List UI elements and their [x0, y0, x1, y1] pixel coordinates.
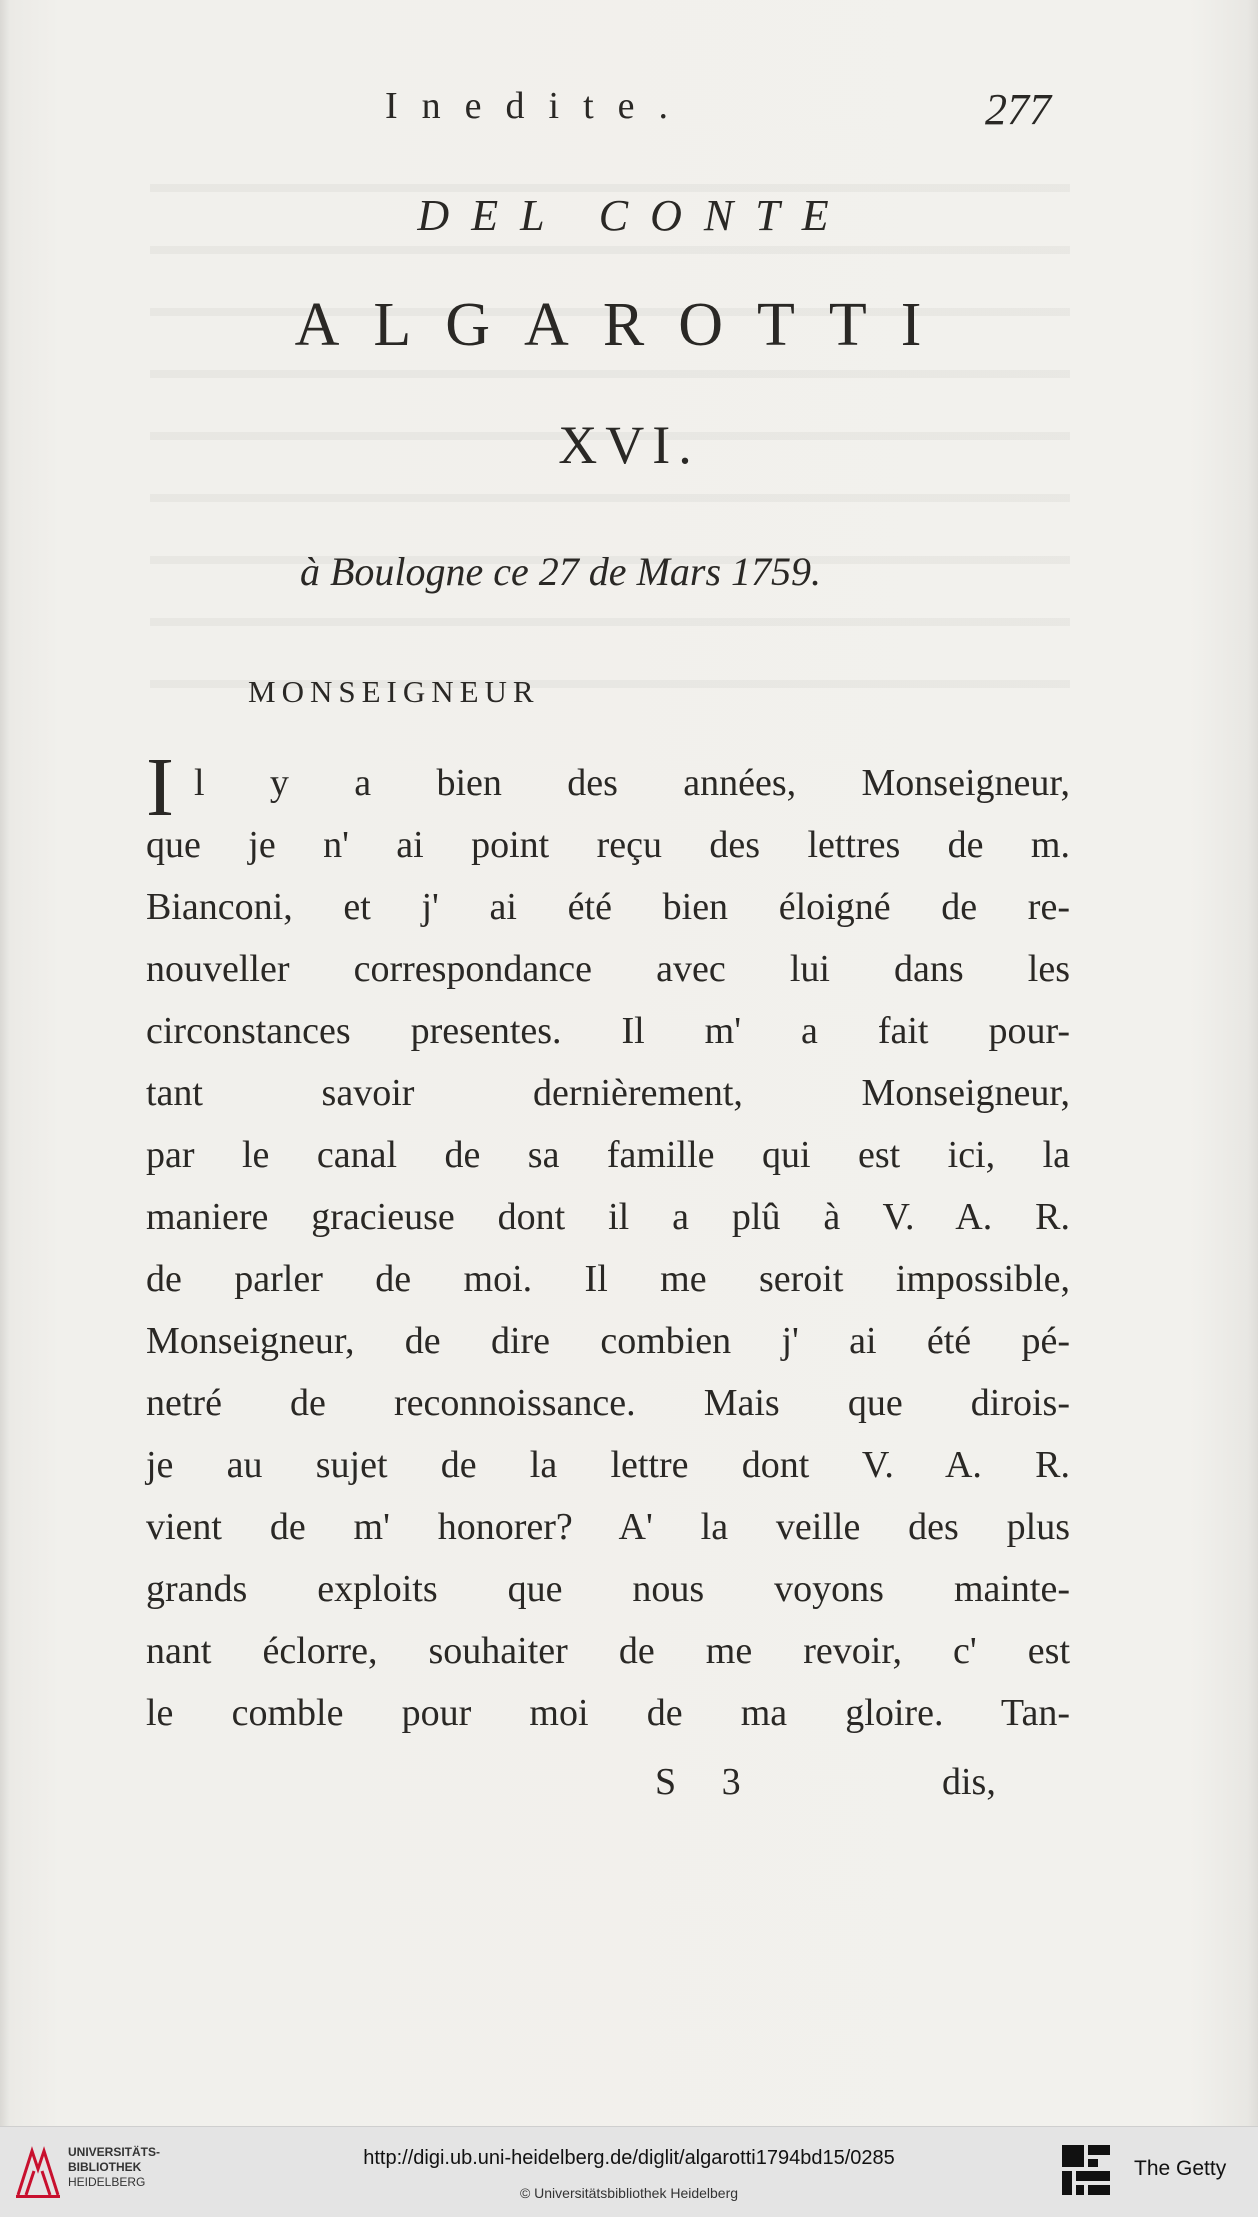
heading-author: ALGAROTTI: [294, 291, 956, 359]
copyright-notice: © Universitätsbibliothek Heidelberg: [519, 2185, 739, 2201]
text-line: nouveller correspondance avec lui dans les: [146, 948, 1070, 990]
text-line: l y a bien des années, Monseigneur,: [194, 762, 1070, 804]
text-line: Bianconi, et j' ai été bien éloigné de re-: [146, 886, 1070, 928]
text-line: nant éclorre, souhaiter de me revoir, c' est: [146, 1630, 1070, 1672]
letter-body: [146, 752, 1070, 1744]
running-head: Inedite.: [385, 85, 693, 127]
dateline: à Boulogne ce 27 de Mars 1759.: [300, 549, 822, 594]
permalink-url[interactable]: http://digi.ub.uni-heidelberg.de/diglit/algarotti1794bd15/0285: [363, 2147, 895, 2169]
library-name-line: HEIDELBERG: [68, 2175, 146, 2189]
signature-mark: S 3: [655, 1761, 759, 1803]
text-line: Monseigneur, de dire combien j' ai été pé-: [146, 1320, 1070, 1362]
text-line: tant savoir dernièrement, Monseigneur,: [146, 1072, 1070, 1114]
text-line: maniere gracieuse dont il a plû à V. A. R.: [146, 1196, 1070, 1238]
drop-cap: I: [146, 741, 174, 834]
text-line: le comble pour moi de ma gloire. Tan-: [146, 1692, 1070, 1734]
text-line: je au sujet de la lettre dont V. A. R.: [146, 1444, 1070, 1486]
text-line: grands exploits que nous voyons mainte-: [146, 1568, 1070, 1610]
letter-number: XVI.: [558, 415, 700, 475]
text-line: par le canal de sa famille qui est ici, la: [146, 1134, 1070, 1176]
salutation: MONSEIGNEUR: [248, 674, 540, 709]
partner-name: The Getty: [1134, 2157, 1227, 2180]
page-number: 277: [985, 85, 1051, 134]
getty-logo-icon: [1060, 2143, 1114, 2199]
viewer-footer: [0, 2126, 1258, 2217]
text-line: netré de reconnoissance. Mais que dirois-: [146, 1382, 1070, 1424]
catchword: dis,: [942, 1761, 996, 1803]
library-name-line: BIBLIOTHEK: [68, 2160, 142, 2174]
text-line: vient de m' honorer? A' la veille des plus: [146, 1506, 1070, 1548]
heading-del-conte: DEL CONTE: [417, 191, 851, 240]
library-name-line: UNIVERSITÄTS-: [68, 2145, 161, 2159]
text-line: de parler de moi. Il me seroit impossible,: [146, 1258, 1070, 1300]
text-line: que je n' ai point reçu des lettres de m.: [146, 824, 1070, 866]
text-line: circonstances presentes. Il m' a fait pour-: [146, 1010, 1070, 1052]
